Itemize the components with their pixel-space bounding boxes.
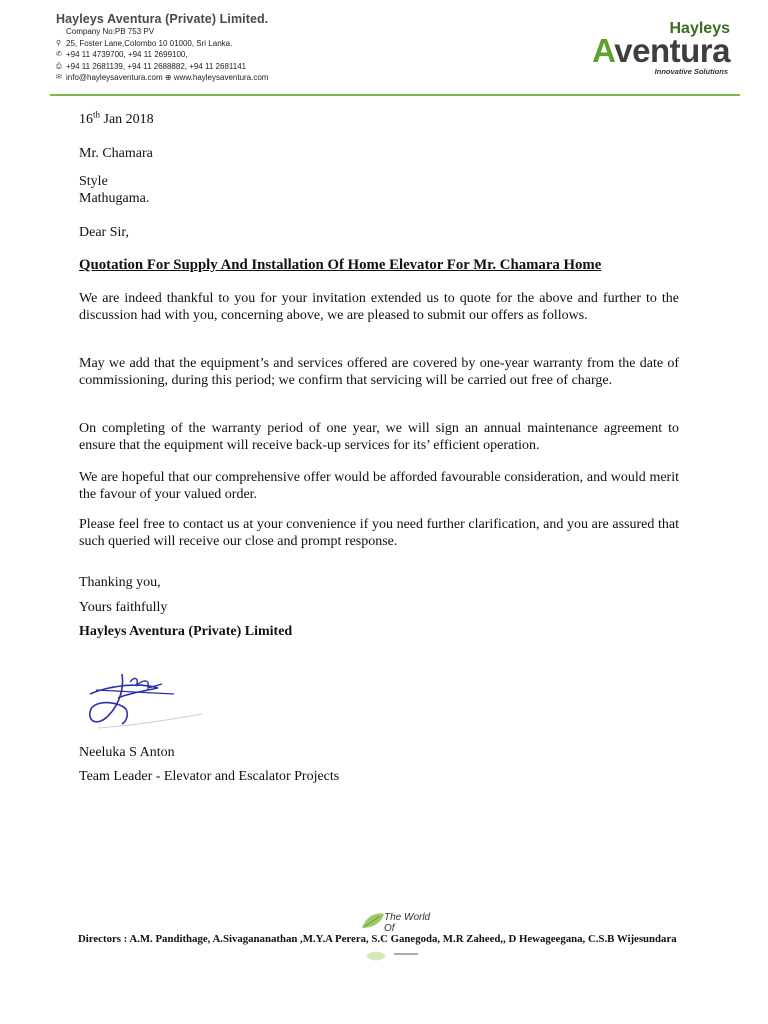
fax-text: +94 11 2681139, +94 11 2688882, +94 11 2681141: [66, 61, 247, 71]
company-logo: [560, 20, 730, 80]
company-number: Company No:PB 753 PV: [66, 27, 155, 36]
closing-yours: Yours faithfully: [79, 600, 168, 615]
address-text: 25, Foster Lane,Colombo 10 01000, Sri Lanka.: [66, 38, 233, 48]
closing-thanks: Thanking you,: [79, 575, 161, 590]
body-paragraph: Please feel free to contact us at your convenience if you need further clarification, and you are assured that such queried will receive our close and prompt response.: [79, 517, 679, 549]
date-suffix: th: [93, 109, 101, 120]
phone-line: [56, 49, 268, 61]
handwritten-signature: [78, 664, 208, 734]
phone-text: +94 11 4739700, +94 11 2699100,: [66, 50, 188, 60]
body-paragraph: We are hopeful that our comprehensive offer would be afforded favourable consideration, and would merit the favour of your valued order.: [79, 470, 679, 502]
phone-icon: ✆: [56, 51, 62, 59]
signer-name: Neeluka S Anton: [79, 745, 175, 760]
subject-heading: Quotation For Supply And Installation Of Home Elevator For Mr. Chamara Home: [79, 257, 602, 273]
email-web-line: [56, 72, 268, 84]
email-icon: ✉: [56, 74, 62, 82]
signing-company: Hayleys Aventura (Private) Limited: [79, 624, 293, 639]
fax-line: [56, 61, 268, 73]
body-paragraph: May we add that the equipment’s and services offered are covered by one-year warranty from the date of commissioning, during this period; we confirm that servicing will be carried out free of charge.: [79, 356, 679, 388]
recipient-address-line1: Style: [79, 174, 108, 189]
recipient-name: Mr. Chamara: [79, 146, 153, 161]
letterhead: [56, 12, 268, 84]
body-paragraph: We are indeed thankful to you for your invitation extended us to quote for the above and further to the discussion had with you, concerning above, we are pleased to submit our offers as follows.: [79, 291, 679, 323]
email-web-text: info@hayleysaventura.com ⊕ www.hayleysaventura.com: [66, 73, 269, 83]
logo-first-letter: A: [592, 32, 615, 69]
footer-emblem-icon: [362, 948, 422, 964]
footer-logo-text: The World Of: [384, 912, 431, 934]
logo-hayleys-text: Hayleys: [669, 20, 730, 37]
header-divider: [50, 94, 740, 96]
leaf-icon: [360, 910, 386, 932]
directors-list: Directors : A.M. Pandithage, A.Sivagananathan ,M.Y.A Perera, S.C Ganegoda, M.R Zaheed,, D Hewageegana, C.S.B Wijesundara: [78, 933, 677, 945]
salutation: Dear Sir,: [79, 225, 129, 240]
signer-title: Team Leader - Elevator and Escalator Projects: [79, 769, 340, 784]
address-line: [56, 38, 268, 50]
logo-tagline: Innovative Solutions: [654, 67, 728, 76]
location-pin-icon: ⚲: [56, 39, 62, 47]
letter-date: [79, 111, 679, 128]
logo-rest-letters: ventura: [614, 32, 730, 69]
body-paragraph: On completing of the warranty period of one year, we will sign an annual maintenance agreement to ensure that the equipment will receive back-up services for its’ efficient operation.: [79, 421, 679, 453]
recipient-address-line2: Mathugama.: [79, 191, 150, 206]
logo-aventura-text: [592, 33, 730, 69]
date-day: 16: [79, 112, 93, 127]
date-rest: Jan 2018: [100, 112, 154, 127]
company-name: Hayleys Aventura (Private) Limited.: [56, 12, 269, 26]
fax-icon: ⎙: [56, 62, 62, 70]
